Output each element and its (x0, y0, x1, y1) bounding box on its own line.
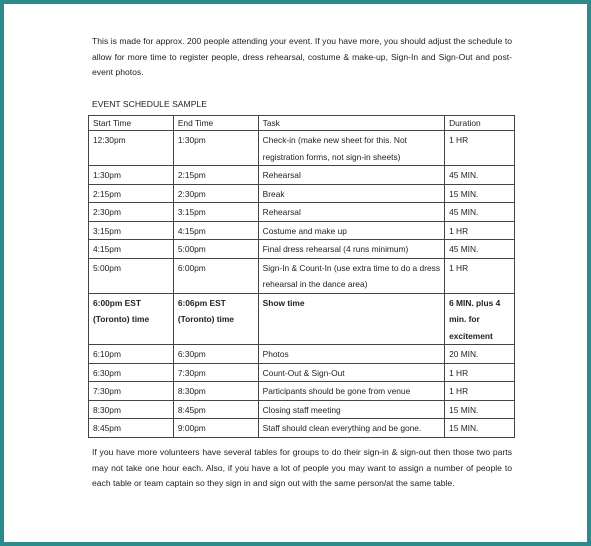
cell-end-time: 9:00pm (173, 419, 258, 438)
cell-end-time: 4:15pm (173, 221, 258, 240)
cell-start-time: 6:30pm (89, 363, 174, 382)
cell-start-time: 7:30pm (89, 382, 174, 401)
cell-end-time: 7:30pm (173, 363, 258, 382)
table-row (89, 293, 515, 345)
table-row (89, 363, 515, 382)
table-title: EVENT SCHEDULE SAMPLE (92, 99, 207, 109)
cell-start-time: 8:45pm (89, 419, 174, 438)
table-row (89, 184, 515, 203)
schedule-table (88, 115, 515, 438)
cell-start-time: 12:30pm (89, 131, 174, 166)
header-end-time: End Time (173, 116, 258, 131)
cell-end-time: 2:30pm (173, 184, 258, 203)
cell-task: Costume and make up (258, 221, 444, 240)
cell-end-time: 8:45pm (173, 400, 258, 419)
cell-task: Count-Out & Sign-Out (258, 363, 444, 382)
cell-task: Show time (258, 293, 444, 345)
header-start-time: Start Time (89, 116, 174, 131)
cell-start-time: 1:30pm (89, 166, 174, 185)
cell-task: Final dress rehearsal (4 runs minimum) (258, 240, 444, 259)
cell-duration: 1 HR (445, 131, 515, 166)
cell-start-time: 6:10pm (89, 345, 174, 364)
cell-duration: 20 MIN. (445, 345, 515, 364)
table-row (89, 382, 515, 401)
cell-task: Photos (258, 345, 444, 364)
cell-duration: 15 MIN. (445, 400, 515, 419)
table-row (89, 221, 515, 240)
cell-task: Sign-In & Count-In (use extra time to do a dress rehearsal in the dance area) (258, 258, 444, 293)
cell-start-time: 2:30pm (89, 203, 174, 222)
cell-task: Rehearsal (258, 203, 444, 222)
outro-paragraph: If you have more volunteers have several tables for groups to do their sign-in & sign-out then those two parts may not take one hour each. Also, if you have a lot of people you may want to assign a number of people to each table or team captain so they sign in and sign out with the same person/at the same table. (92, 447, 512, 488)
cell-start-time: 4:15pm (89, 240, 174, 259)
header-duration: Duration (445, 116, 515, 131)
cell-duration: 1 HR (445, 221, 515, 240)
table-row (89, 258, 515, 293)
cell-duration: 15 MIN. (445, 419, 515, 438)
cell-start-time: 3:15pm (89, 221, 174, 240)
cell-duration: 1 HR (445, 363, 515, 382)
cell-duration: 45 MIN. (445, 203, 515, 222)
table-row (89, 240, 515, 259)
cell-duration: 6 MIN. plus 4 min. for excitement (445, 293, 515, 345)
cell-start-time: 5:00pm (89, 258, 174, 293)
cell-start-time: 6:00pm EST (Toronto) time (89, 293, 174, 345)
table-header-row (89, 116, 515, 131)
cell-task: Participants should be gone from venue (258, 382, 444, 401)
cell-duration: 45 MIN. (445, 166, 515, 185)
table-row (89, 345, 515, 364)
cell-task: Check-in (make new sheet for this. Not registration forms, not sign-in sheets) (258, 131, 444, 166)
cell-start-time: 8:30pm (89, 400, 174, 419)
cell-end-time: 6:30pm (173, 345, 258, 364)
cell-duration: 1 HR (445, 382, 515, 401)
cell-end-time: 3:15pm (173, 203, 258, 222)
header-task: Task (258, 116, 444, 131)
cell-end-time: 6:06pm EST (Toronto) time (173, 293, 258, 345)
cell-duration: 1 HR (445, 258, 515, 293)
cell-duration: 45 MIN. (445, 240, 515, 259)
table-row (89, 131, 515, 166)
cell-end-time: 6:00pm (173, 258, 258, 293)
cell-start-time: 2:15pm (89, 184, 174, 203)
table-row (89, 400, 515, 419)
cell-task: Break (258, 184, 444, 203)
table-row (89, 166, 515, 185)
cell-task: Closing staff meeting (258, 400, 444, 419)
cell-end-time: 2:15pm (173, 166, 258, 185)
cell-task: Staff should clean everything and be gone. (258, 419, 444, 438)
table-row (89, 203, 515, 222)
cell-end-time: 8:30pm (173, 382, 258, 401)
intro-paragraph: This is made for approx. 200 people attending your event. If you have more, you should adjust the schedule to allow for more time to register people, dress rehearsal, costume & make-up, Sign-In and Sign-Out and post-event photos. (92, 36, 512, 77)
cell-end-time: 5:00pm (173, 240, 258, 259)
cell-end-time: 1:30pm (173, 131, 258, 166)
cell-task: Rehearsal (258, 166, 444, 185)
cell-duration: 15 MIN. (445, 184, 515, 203)
table-row (89, 419, 515, 438)
